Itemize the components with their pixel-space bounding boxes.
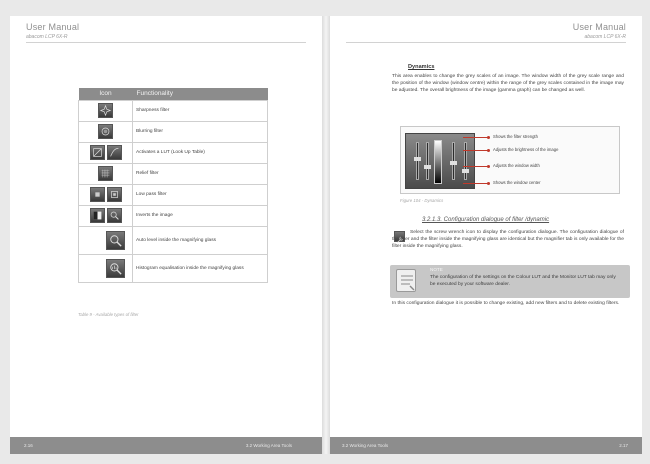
table-header-icon: Icon: [79, 88, 133, 100]
dynamics-panel-image: [405, 133, 475, 189]
auto-level-magnifier-icon: [106, 231, 125, 250]
table-row: [79, 142, 268, 163]
callout-filter-strength: Shows the filter strength: [493, 134, 538, 139]
intro-paragraph: This area enables to change the grey scales of an image. The window width of the grey scale range and the position of the window (window centre) within the range of the grey scales contained in the image may be adjusted. The overall brightness of the image (gamma graph) can be changed as well.: [392, 74, 624, 93]
table-cell-text: Activates a LUT (Look Up Table): [133, 142, 268, 163]
table-row: [79, 254, 268, 282]
window-width-slider: [452, 142, 455, 180]
header-subtitle: abacom LCP 6X-R: [584, 34, 626, 40]
page-number: 2.16: [24, 443, 33, 448]
left-page: [10, 16, 322, 454]
note-box: [390, 265, 630, 298]
subsection-title: 3.2.1.3. Configuration dialogue of filter /dynamic: [422, 217, 550, 223]
header-rule: [26, 42, 306, 43]
footer-section: 3.2 Working Area Tools: [342, 443, 389, 448]
note-text: The configuration of the settings on the Colour LUT and the Monitor LUT tab may only be executed by your software dealer.: [430, 275, 616, 287]
callout-line: [463, 150, 489, 151]
table-row: [79, 163, 268, 184]
callout-line: [463, 137, 489, 138]
invert-magnifier-icon: [107, 208, 122, 223]
callout-brightness: Adjusts the brightness of the image: [493, 147, 559, 152]
table-row: [79, 205, 268, 226]
footer-section: 3.2 Working Area Tools: [245, 443, 292, 448]
table-row: [79, 226, 268, 254]
table-cell-text: Sharpness filter: [133, 100, 268, 121]
note-label: NOTE: [430, 267, 443, 272]
table-header-functionality: Functionality: [133, 88, 268, 100]
dynamics-figure: [400, 126, 620, 194]
header-rule: [346, 42, 626, 43]
table-row: [79, 184, 268, 205]
callout-line: [463, 166, 489, 167]
closing-paragraph: In this configuration dialogue it is possible to change existing, add new filters and to delete existing filters.: [392, 301, 620, 306]
table-cell-text: Inverts the image: [133, 205, 268, 226]
lut-filter-icon: [90, 145, 105, 160]
note-icon: [396, 269, 416, 292]
histogram-magnifier-icon: [106, 259, 125, 278]
section-title: Dynamics: [408, 64, 435, 70]
callout-window-center: Shows the window center: [493, 180, 541, 185]
table-cell-text: Low pass filter: [133, 184, 268, 205]
table-caption: Table 9 - Available types of filter: [78, 312, 139, 317]
filter-strength-slider: [416, 142, 419, 180]
book-spine: [322, 16, 330, 454]
config-paragraph: Select the screw wrench icon to display the configuration dialogue. The configuration dialogue of the filter and the filter inside the magnifying glass are identical but the magnifier tab is only available for the filter inside the magnifying glass.: [392, 230, 624, 249]
callout-window-width: Adjusts the window width: [493, 163, 540, 168]
lut-table-icon: [107, 145, 122, 160]
relief-filter-icon: [98, 166, 113, 181]
low-pass-filter-icon: [90, 187, 105, 202]
header-title: User Manual: [26, 22, 80, 32]
header-title: User Manual: [572, 22, 626, 32]
figure-caption: Figure 104 - Dynamics: [400, 198, 444, 203]
table-cell-text: Relief filter: [133, 163, 268, 184]
table-cell-text: Blurring filter: [133, 121, 268, 142]
filter-table: [78, 88, 268, 283]
gradient-bar: [434, 140, 442, 184]
table-row: [79, 121, 268, 142]
page-number: 2.17: [619, 443, 628, 448]
right-page: [330, 16, 642, 454]
sharpness-filter-icon: [98, 103, 113, 118]
window-center-slider: [464, 142, 467, 180]
right-footer: [330, 437, 642, 454]
invert-image-icon: [90, 208, 105, 223]
brightness-slider: [426, 142, 429, 180]
table-cell-text: Auto level inside the magnifying glass: [133, 226, 268, 254]
blurring-filter-icon: [98, 124, 113, 139]
low-pass-alt-icon: [107, 187, 122, 202]
header-subtitle: abacom LCP 6X-R: [26, 34, 68, 40]
left-footer: [10, 437, 322, 454]
callout-line: [463, 183, 489, 184]
table-cell-text: Histogram equalisation inside the magnifying glass: [133, 254, 268, 282]
table-row: [79, 100, 268, 121]
